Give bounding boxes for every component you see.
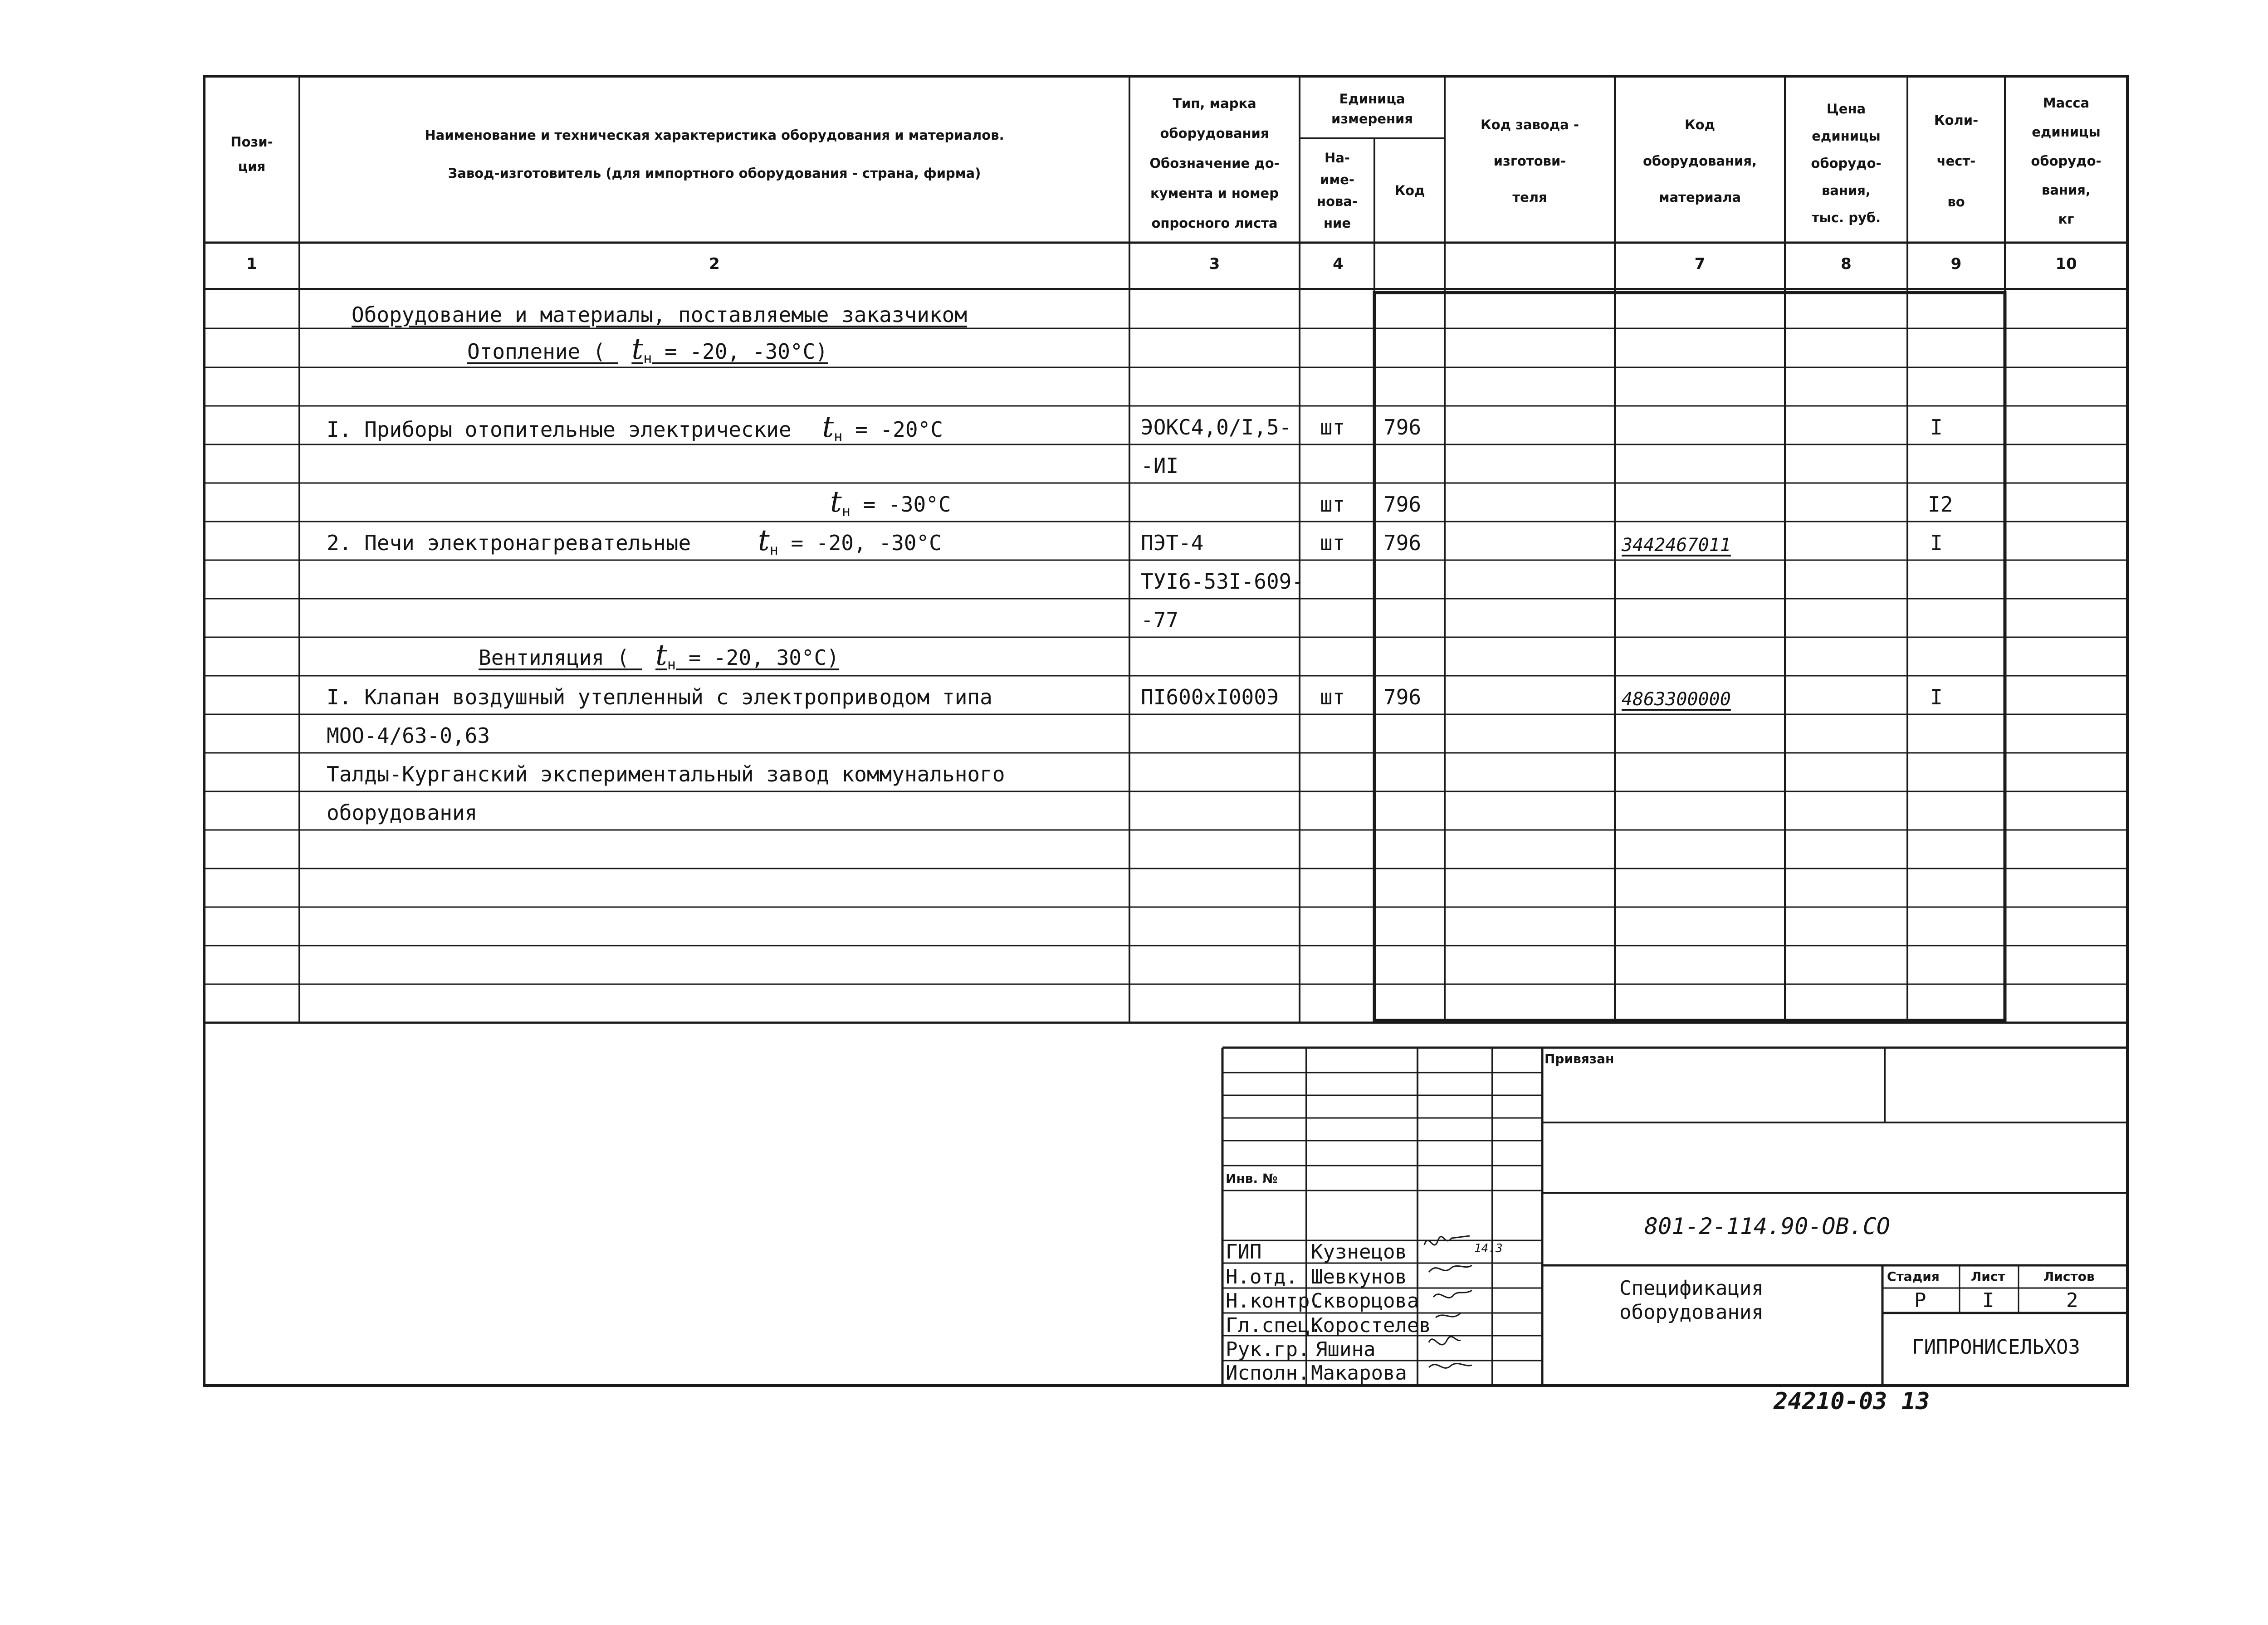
name-yashina: Яшина xyxy=(1315,1338,1376,1361)
col-number-7: 7 xyxy=(1694,255,1706,273)
maker-line2: оборудования xyxy=(327,800,478,825)
header-col6-line3: материала xyxy=(1658,190,1741,205)
header-col2-line2: Завод-изготовитель (для импортного оборудования - страна, фирма) xyxy=(448,166,981,181)
row2-t-rest: = -30°C xyxy=(850,492,951,517)
name-kuznecov: Кузнецов xyxy=(1311,1240,1407,1264)
row4-type: ПI600хI000Э xyxy=(1141,685,1279,709)
maker-line1: Талды-Курганский экспериментальный завод коммунального xyxy=(327,762,1005,786)
header-col9 xyxy=(2007,86,2125,236)
heating-title-label: Отопление ( xyxy=(467,339,606,364)
row3-code: 796 xyxy=(1383,531,1422,555)
name-skvorcova: Скворцова xyxy=(1311,1289,1419,1313)
heating-title xyxy=(467,332,828,372)
header-col3-line4: кумента и номер xyxy=(1150,185,1279,201)
header-col3-line2: оборудования xyxy=(1160,126,1269,141)
header-unit-name-line3: нова- xyxy=(1317,194,1358,209)
row1-t-rest: = -20°C xyxy=(842,417,943,442)
role-gip: ГИП xyxy=(1226,1240,1262,1264)
row3-t-sub: н xyxy=(769,541,778,559)
row2-name xyxy=(830,485,951,525)
role-n-kontr: Н.контр. xyxy=(1226,1289,1322,1313)
heating-t-symbol: t xyxy=(631,332,644,366)
header-col8-line3: во xyxy=(1947,194,1965,210)
name-makarova: Макарова xyxy=(1311,1361,1407,1385)
col-number-3: 3 xyxy=(1209,255,1220,273)
row2-code: 796 xyxy=(1383,492,1422,517)
signature-marks xyxy=(1424,1236,1472,1368)
header-unit-name-line1: На- xyxy=(1325,150,1350,166)
inv-label: Инв. № xyxy=(1226,1171,1278,1186)
sheets-label: Листов xyxy=(2043,1269,2095,1284)
header-col7-line2: единицы xyxy=(1812,128,1881,144)
header-col6-line2: оборудования, xyxy=(1642,153,1757,169)
header-col5 xyxy=(1447,91,1613,231)
heating-title-rest: = -20, -30°C) xyxy=(652,339,828,364)
row1-type-b: -ИI xyxy=(1141,454,1179,478)
row1-qty: I xyxy=(1930,415,1943,439)
role-n-otd: Н.отд. xyxy=(1226,1265,1298,1288)
privyazan-label: Привязан xyxy=(1545,1051,1614,1066)
stage-label: Стадия xyxy=(1887,1269,1940,1284)
col-number-9: 9 xyxy=(1950,255,1962,273)
organization: ГИПРОНИСЕЛЬХОЗ xyxy=(1912,1336,2080,1359)
vent-title-rest: = -20, 30°C) xyxy=(676,645,840,670)
header-col8-line1: Коли- xyxy=(1934,112,1979,128)
doc-title-line1: Спецификация xyxy=(1619,1277,1764,1300)
row4-name2: МОО-4/63-0,63 xyxy=(327,723,490,748)
header-col7-line3: оборудо- xyxy=(1811,156,1882,171)
heating-t-sub: н xyxy=(643,350,652,367)
col-number-10: 10 xyxy=(2055,255,2077,273)
header-col5-line2: изготови- xyxy=(1493,153,1566,169)
row4-unit: шт xyxy=(1320,685,1345,709)
name-shevkunov: Шевкунов xyxy=(1311,1265,1407,1288)
row3-okp: 3442467011 xyxy=(1622,535,1731,556)
header-col8 xyxy=(1910,95,2003,227)
col-number-4: 4 xyxy=(1333,255,1344,273)
header-col1-line2: ция xyxy=(238,159,266,174)
section-main-title: Оборудование и материалы, поставляемые заказчиком xyxy=(352,303,968,327)
sheet-label: Лист xyxy=(1971,1269,2005,1284)
role-ispoln: Исполн. xyxy=(1226,1361,1310,1385)
row4-code: 796 xyxy=(1383,685,1422,709)
row3-qty: I xyxy=(1930,531,1943,555)
row2-unit: шт xyxy=(1320,492,1345,517)
row2-t-symbol: t xyxy=(830,485,842,519)
header-col7-line1: Цена xyxy=(1826,101,1866,117)
row4-qty: I xyxy=(1930,685,1943,709)
header-col3-line3: Обозначение до- xyxy=(1149,156,1280,171)
vent-title-label: Вентиляция ( xyxy=(479,645,630,670)
header-col9-line3: оборудо- xyxy=(2031,153,2102,169)
header-col7-line5: тыс. руб. xyxy=(1811,210,1881,225)
stage-value: Р xyxy=(1914,1289,1926,1312)
sheets-value: 2 xyxy=(2066,1289,2078,1312)
row4-name: I. Клапан воздушный утепленный с электроприводом типа xyxy=(327,685,992,709)
sign-date: 14.3 xyxy=(1474,1242,1503,1255)
row3-type-a: ПЭТ-4 xyxy=(1141,531,1204,555)
row1-unit: шт xyxy=(1320,415,1345,439)
row2-t-sub: н xyxy=(841,503,850,520)
header-unit-group-line2: измерения xyxy=(1331,111,1413,127)
vent-t-sub: н xyxy=(667,656,676,673)
header-unit-group xyxy=(1302,82,1442,136)
archive-number: 24210-03 13 xyxy=(1774,1388,1930,1415)
header-col1-line1: Пози- xyxy=(230,134,273,150)
row1-type-a: ЭОКС4,0/I,5- xyxy=(1141,415,1292,439)
role-gl-spec: Гл.спец. xyxy=(1226,1314,1322,1337)
header-col3 xyxy=(1132,86,1297,240)
header-unit-name-line2: име- xyxy=(1320,172,1354,187)
col-number-1: 1 xyxy=(246,255,257,273)
row1-t-sub: н xyxy=(834,428,843,445)
row3-name xyxy=(327,524,942,563)
row2-qty: I2 xyxy=(1928,492,1953,517)
header-col9-line4: вания, xyxy=(2042,182,2091,198)
header-unit-code: Код xyxy=(1394,183,1425,198)
header-col6-line1: Код xyxy=(1684,117,1716,132)
col-number-2: 2 xyxy=(709,255,720,273)
row1-name-text: I. Приборы отопительные электрические xyxy=(327,417,792,442)
header-col7-line4: вания, xyxy=(1822,183,1871,198)
header-col2-line1: Наименование и техническая характеристика оборудования и материалов. xyxy=(425,127,1004,143)
header-col1 xyxy=(206,104,297,204)
header-unit-group-line1: Единица xyxy=(1339,91,1405,107)
header-col2 xyxy=(302,109,1127,200)
header-col3-line5: опросного листа xyxy=(1151,215,1278,231)
header-col9-line2: единицы xyxy=(2032,124,2101,140)
header-col5-line3: теля xyxy=(1512,190,1547,205)
col-number-8: 8 xyxy=(1841,255,1852,273)
row1-t-symbol: t xyxy=(822,410,834,444)
row1-name xyxy=(327,410,943,450)
header-unit-name-line4: ние xyxy=(1323,215,1351,231)
header-unit-name xyxy=(1301,141,1374,240)
doc-title-line2: оборудования xyxy=(1619,1301,1764,1324)
role-ruk-gr: Рук.гр. xyxy=(1226,1338,1310,1361)
sheet-value: I xyxy=(1982,1289,1994,1312)
vent-title xyxy=(479,639,840,678)
vent-t-symbol: t xyxy=(655,639,667,672)
document-code: 801-2-114.90-ОВ.СО xyxy=(1644,1213,1890,1239)
header-col3-line1: Тип, марка xyxy=(1173,96,1256,111)
header-col7 xyxy=(1787,91,1905,236)
row3-type-b: ТУI6-53I-609- xyxy=(1141,569,1305,594)
header-col8-line2: чест- xyxy=(1936,153,1976,169)
row1-code: 796 xyxy=(1383,415,1422,439)
header-col6 xyxy=(1617,91,1783,231)
row3-t-rest: = -20, -30°C xyxy=(778,531,942,555)
row3-t-symbol: t xyxy=(758,524,770,557)
row3-unit: шт xyxy=(1320,531,1345,555)
row4-okp: 4863300000 xyxy=(1622,689,1731,710)
row3-type-c: -77 xyxy=(1141,608,1179,632)
header-col5-line1: Код завода - xyxy=(1481,117,1579,132)
row3-name-text: 2. Печи электронагревательные xyxy=(327,531,691,555)
name-korostelev: Коростелев xyxy=(1311,1314,1431,1337)
header-col9-line5: кг xyxy=(2058,211,2074,227)
header-col9-line1: Масса xyxy=(2043,95,2090,111)
